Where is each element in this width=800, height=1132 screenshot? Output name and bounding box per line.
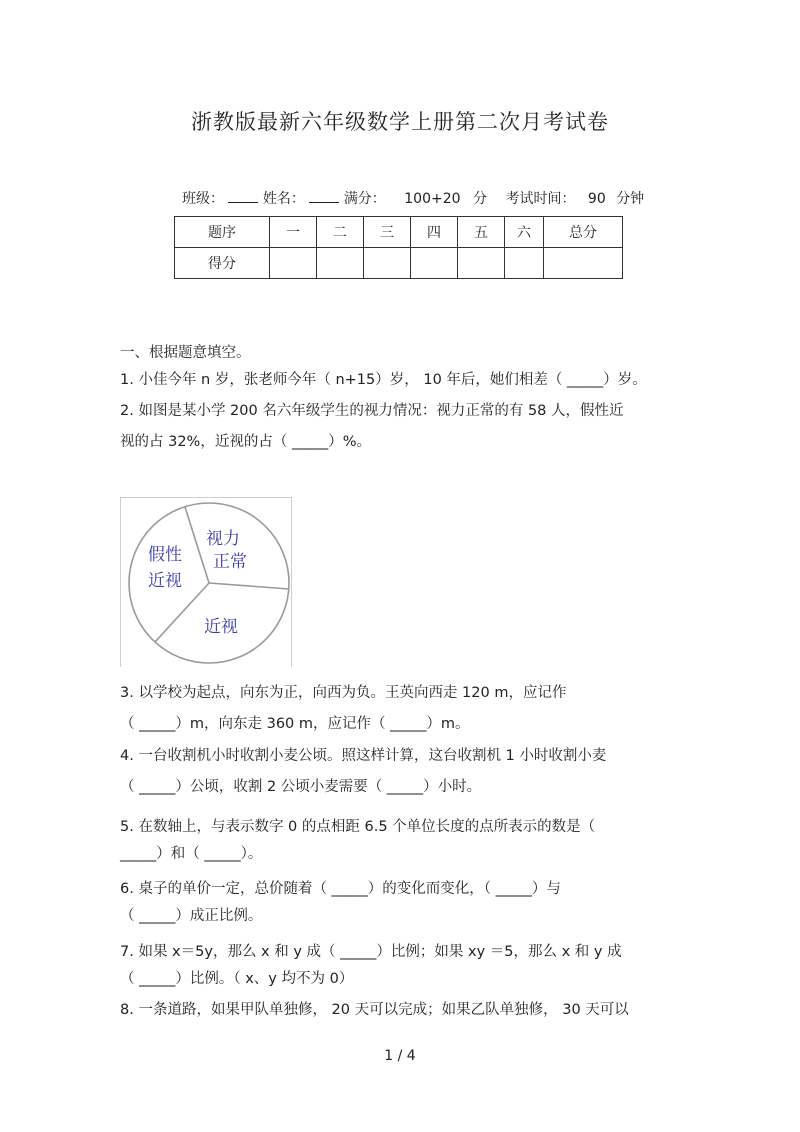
class-label: 班级： [182,191,224,207]
time-value: 90 [587,191,606,207]
name-blank [309,190,339,203]
score-row-label: 得分 [175,248,270,279]
score-cell [458,248,505,279]
question-line: 视的占 32%，近视的占（ _____）%。 [120,434,371,450]
name-label: 姓名： [262,191,305,207]
exam-info-line [182,188,644,208]
class-blank [228,190,258,203]
question-line: _____）和（ _____）。 [120,846,263,862]
score-cell [411,248,458,279]
score-cell [270,248,317,279]
score-header-cell: 题序 [175,217,270,248]
pie-divider-2 [209,583,289,589]
score-cell [505,248,544,279]
score-header-cell: 总分 [544,217,623,248]
section-heading: 一、根据题意填空。 [120,345,251,361]
score-header-cell: 五 [458,217,505,248]
document-title: 浙教版最新六年级数学上册第二次月考试卷 [191,110,609,134]
fullscore-label: 满分： [343,191,386,207]
question-line: 4. 一台收割机小时收割小麦公顷。照这样计算，这台收割机 1 小时收割小麦 [120,748,607,764]
question-line: （ _____）m，向东走 360 m，应记作（ _____）m。 [120,716,470,732]
score-table-header-row [175,217,623,248]
score-cell [364,248,411,279]
score-table [174,216,623,279]
pie-label-pseudo-2: 近视 [148,571,182,591]
score-cell [317,248,364,279]
question-line: （ _____）公顷，收割 2 公顷小麦需要（ _____）小时。 [120,779,482,795]
pie-divider-3 [155,583,209,642]
question-line: 7. 如果 x＝5y，那么 x 和 y 成（ _____）比例；如果 xy ＝5，那么 x 和 y 成 [120,944,622,960]
question-line: 1. 小佳今年 n 岁，张老师今年（ n+15）岁， 10 年后，她们相差（ _____）岁。 [120,372,647,388]
fullscore-unit: 分 [473,191,487,207]
score-header-cell: 四 [411,217,458,248]
page-number: 1 / 4 [384,1048,416,1064]
time-unit: 分钟 [616,191,645,207]
fullscore-value: 100+20 [404,191,461,207]
question-line: 6. 桌子的单价一定，总价随着（ _____）的变化而变化，（ _____）与 [120,881,561,897]
question-line: 2. 如图是某小学 200 名六年级学生的视力情况：视力正常的有 58 人，假性近 [120,403,624,419]
pie-label-pseudo-1: 假性 [148,545,182,565]
question-line: （ _____）成正比例。 [120,908,263,924]
question-line: 8. 一条道路，如果甲队单独修， 20 天可以完成；如果乙队单独修， 30 天可以 [120,1002,629,1018]
score-header-cell: 二 [317,217,364,248]
score-cell [544,248,623,279]
vision-pie-chart [120,497,292,667]
pie-label-normal-1: 视力 [206,529,240,549]
time-label: 考试时间： [505,191,576,207]
question-line: 5. 在数轴上，与表示数字 0 的点相距 6.5 个单位长度的点所表示的数是（ [120,819,596,835]
question-line: （ _____）比例。（ x、y 均不为 0） [120,971,354,987]
pie-label-myopia: 近视 [204,617,238,637]
score-header-cell: 六 [505,217,544,248]
score-header-cell: 三 [364,217,411,248]
score-header-cell: 一 [270,217,317,248]
score-table-score-row [175,248,623,279]
question-line: 3. 以学校为起点，向东为正，向西为负。王英向西走 120 m，应记作 [120,685,567,701]
pie-label-normal-2: 正常 [213,552,247,572]
